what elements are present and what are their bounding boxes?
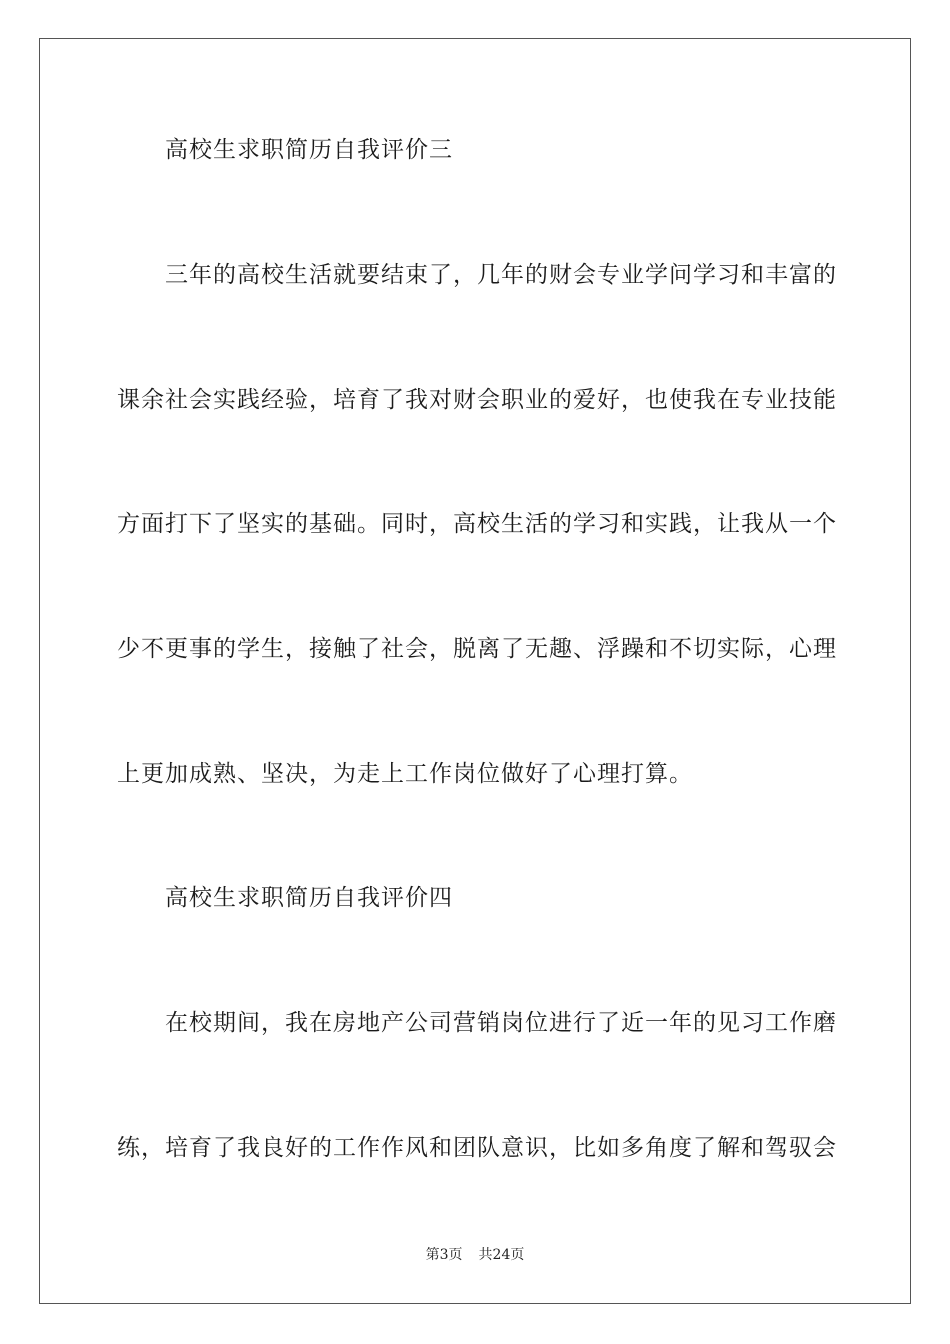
page-footer (0, 1246, 950, 1264)
section-heading-4: 高校生求职简历自我评价四 (165, 885, 453, 911)
paragraph-3-line-2: 课余社会实践经验，培育了我对财会职业的爱好，也使我在专业技能 (117, 387, 837, 413)
page-number-label: 第3页 (425, 1247, 463, 1263)
page-total-label: 共24页 (478, 1247, 525, 1263)
paragraph-3-line-4: 少不更事的学生，接触了社会，脱离了无趣、浮躁和不切实际，心理 (117, 636, 837, 662)
paragraph-4-line-1: 在校期间，我在房地产公司营销岗位进行了近一年的见习工作磨 (165, 1010, 837, 1036)
paragraph-4-line-2: 练，培育了我良好的工作作风和团队意识，比如多角度了解和驾驭会 (117, 1135, 837, 1161)
paragraph-3-line-5: 上更加成熟、坚决，为走上工作岗位做好了心理打算。 (117, 761, 693, 787)
paragraph-3-line-3: 方面打下了坚实的基础。同时，高校生活的学习和实践，让我从一个 (117, 511, 837, 537)
page-border (39, 38, 911, 1304)
paragraph-3-line-1: 三年的高校生活就要结束了，几年的财会专业学问学习和丰富的 (165, 262, 837, 288)
section-heading-3: 高校生求职简历自我评价三 (165, 137, 453, 163)
